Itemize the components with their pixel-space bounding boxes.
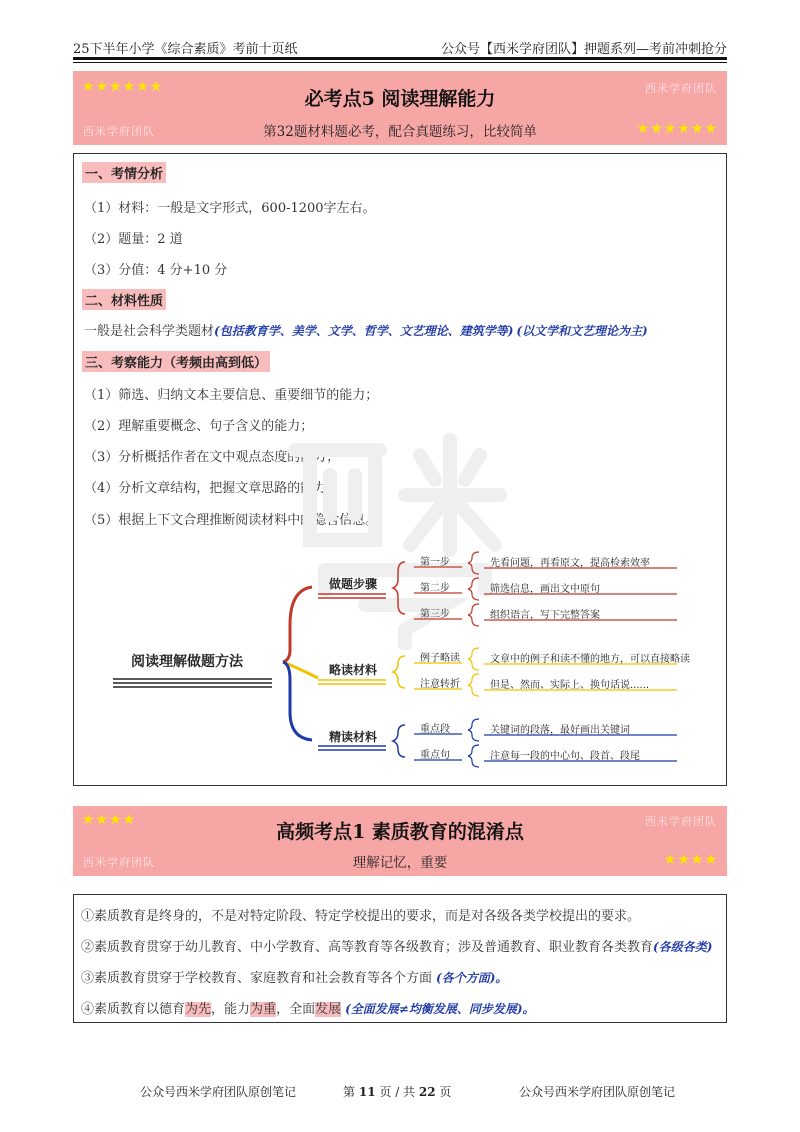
watermark-top-right: 西米学府团队 xyxy=(645,82,717,95)
watermark-bottom-left: 西米学府团队 xyxy=(83,856,155,869)
point-1: ①素质教育是终身的，不是对特定阶段、特定学校提出的要求，而是对各级各类学校提出的要求。 xyxy=(81,909,641,924)
branch-skim: 略读材料 xyxy=(329,663,378,677)
point-4-text: ，全面 xyxy=(276,1002,316,1017)
section-heading-2: 二、材料性质 xyxy=(82,289,166,310)
text-line: （3）分析概括作者在文中观点态度的能力； xyxy=(84,450,340,465)
step-text: 筛选信息，画出文中原句 xyxy=(490,584,600,595)
text-line: （2）题量：2 道 xyxy=(84,232,183,247)
step-label: 第二步 xyxy=(420,583,450,594)
highlight: 为先 xyxy=(185,1002,212,1017)
watermark-top-right: 西米学府团队 xyxy=(645,815,717,828)
text-line: （2）理解重要概念、句子含义的能力； xyxy=(84,419,314,434)
content-box-quality-education xyxy=(73,894,727,1023)
stars-top-left: ★★★★ xyxy=(82,812,137,828)
skim-label: 注意转折 xyxy=(420,679,460,690)
skim-text: 文章中的例子和读不懂的地方，可以直接略读 xyxy=(490,654,690,665)
footer-left: 公众号西米学府团队原创笔记 xyxy=(140,1085,297,1099)
material-nature-focus: (以文学和文艺理论为主) xyxy=(516,324,648,338)
step-text: 先看问题，再看原文，提高检索效率 xyxy=(490,558,650,569)
mindmap-root: 阅读理解做题方法 xyxy=(131,654,243,670)
point-2-note: (各级各类) xyxy=(653,940,713,954)
section-heading-3: 三、考察能力（考频由高到低） xyxy=(82,351,270,372)
stars-bottom-right: ★★★★★★ xyxy=(636,121,718,137)
stars-top-left: ★★★★★★ xyxy=(82,79,164,95)
point-4-text: ，能力 xyxy=(211,1002,251,1017)
point-3-text: ③素质教育贯穿于学校教育、家庭教育和社会教育等各个方面 xyxy=(81,971,433,986)
banner-subtitle: 理解记忆，重要 xyxy=(352,855,448,871)
point-3 xyxy=(81,967,507,986)
banner-title: 必考点5 阅读理解能力 xyxy=(304,88,496,110)
stars-bottom-right: ★★★★ xyxy=(663,852,718,868)
skim-text: 但是、然而、实际上、换句话说...... xyxy=(490,680,650,691)
text-line: （1）材料：一般是文字形式，600-1200字左右。 xyxy=(84,201,376,216)
topic-banner-2 xyxy=(73,806,727,876)
point-4 xyxy=(81,998,535,1017)
page-number-prefix: 第 xyxy=(343,1085,356,1099)
skim-label: 例子略读 xyxy=(420,653,460,664)
watermark-bottom-left: 西米学府团队 xyxy=(83,125,155,138)
footer-right: 公众号西米学府团队原创笔记 xyxy=(519,1085,676,1099)
point-4-text: ④素质教育以德育 xyxy=(81,1002,186,1017)
page-number-suffix: 页 xyxy=(439,1085,452,1099)
total-pages: 22 xyxy=(418,1085,436,1099)
banner-subtitle: 第32题材料题必考，配合真题练习，比较简单 xyxy=(263,124,537,140)
step-text: 组织语言，写下完整答案 xyxy=(490,610,600,621)
header-right-text: 公众号【西米学府团队】押题系列—考前冲刺抢分 xyxy=(440,42,727,57)
material-nature-text: 一般是社会科学类题材 xyxy=(84,324,215,339)
highlight: 发展 xyxy=(315,1002,342,1017)
section-heading-1: 一、考情分析 xyxy=(82,162,166,183)
point-4-note: (全面发展≠均衡发展、同步发展)。 xyxy=(345,1002,535,1016)
point-2-text: ②素质教育贯穿于幼儿教育、中小学教育、高等教育等各级教育；涉及普通教育、职业教育各类教育 xyxy=(81,940,654,955)
intensive-label: 重点段 xyxy=(420,724,450,735)
header-left-text: 25下半年小学《综合素质》考前十页纸 xyxy=(73,42,298,57)
text-line: （4）分析文章结构，把握文章思路的能力。 xyxy=(84,481,340,496)
page-number xyxy=(343,1083,451,1100)
intensive-text: 注意每一段的中心句、段首、段尾 xyxy=(490,751,640,762)
branch-steps: 做题步骤 xyxy=(329,577,378,591)
intensive-text: 关键词的段落，最好画出关键词 xyxy=(490,725,630,736)
step-label: 第三步 xyxy=(420,609,450,620)
material-nature-detail: (包括教育学、美学、文学、哲学、文艺理论、建筑学等) xyxy=(214,324,514,338)
text-line: （5）根据上下文合理推断阅读材料中的隐含信息。 xyxy=(84,513,379,528)
point-3-note: (各个方面)。 xyxy=(436,971,508,985)
step-label: 第一步 xyxy=(420,557,450,568)
highlight: 为重 xyxy=(250,1002,277,1017)
intensive-label: 重点句 xyxy=(420,750,450,761)
text-line: （3）分值：4 分+10 分 xyxy=(84,263,228,278)
page-number-mid: 页 / 共 xyxy=(379,1085,416,1099)
current-page: 11 xyxy=(358,1085,376,1099)
text-line: （1）筛选、归纳文本主要信息、重要细节的能力； xyxy=(84,388,379,403)
point-2 xyxy=(81,936,712,955)
banner-title: 高频考点1 素质教育的混淆点 xyxy=(276,821,524,843)
branch-intensive: 精读材料 xyxy=(329,730,378,744)
